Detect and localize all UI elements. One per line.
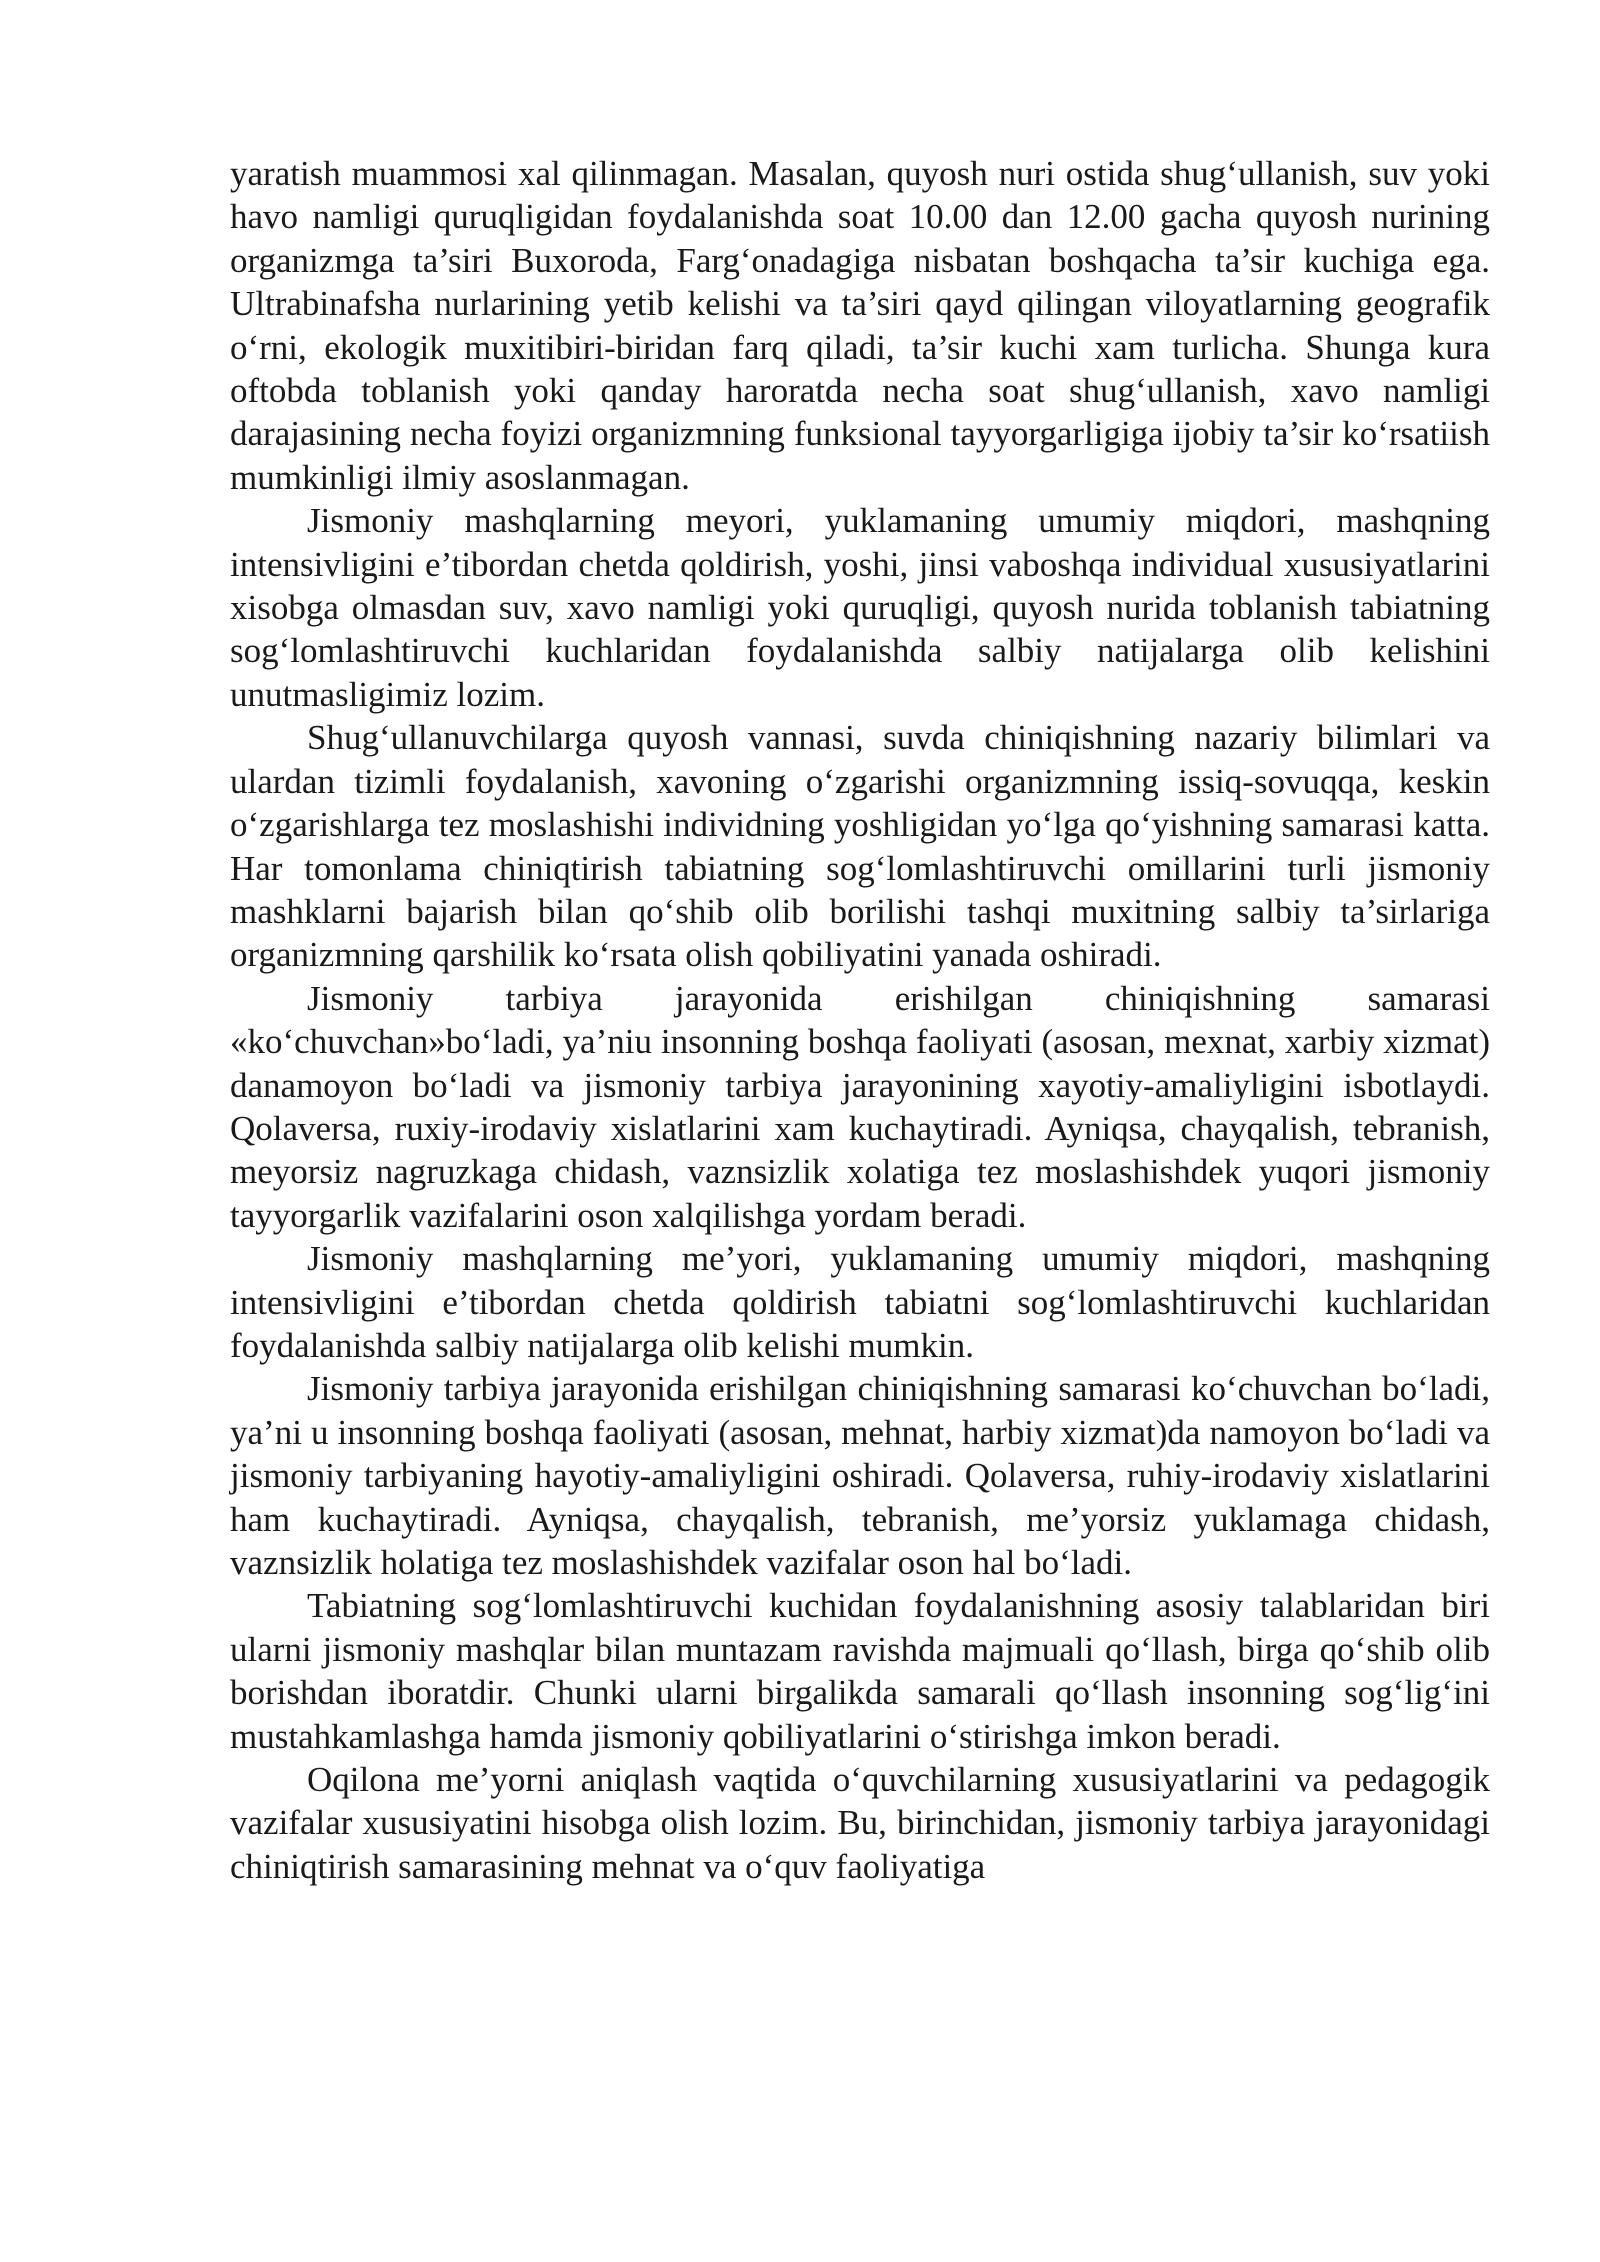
paragraph-1: yaratish muammosi xal qilinmagan. Masalan, quyosh nuri ostida shug‘ullanish, suv yoki havo namligi quruqligidan foydalanishda soat 10.00 dan 12.00 gacha quyosh nurining organizmga ta’siri Buxoroda, Farg‘onadagiga nisbatan boshqacha ta’sir kuchiga ega. Ultrabinafsha nurlarining yetib kelishi va ta’siri qayd qilingan viloyatlarning geografik o‘rni, ekologik muxitibiri-biridan farq qiladi, ta’sir kuchi xam turlicha. Shunga kura oftobda toblanish yoki qanday haroratda necha soat shug‘ullanish, xavo namligi darajasining necha foyizi organizmning funksional tayyorgarligiga ijobiy ta’sir ko‘rsatiish mumkinligi ilmiy asoslanmagan.	[230, 154, 1490, 497]
document-page	[230, 152, 1490, 1888]
paragraph-2: Jismoniy mashqlarning meyori, yuklamaning umumiy miqdori, mashqning intensivligini e’tibordan chetda qoldirish, yoshi, jinsi vaboshqa individual xususiyatlarini xisobga olmasdan suv, xavo namligi yoki quruqligi, quyosh nurida toblanish tabiatning sog‘lomlashtiruvchi kuchlaridan foydalanishda salbiy natijalarga olib kelishini unutmasligimiz lozim.	[230, 501, 1490, 714]
paragraph-4: Jismoniy tarbiya jarayonida erishilgan chiniqishning samarasi «ko‘chuvchan»bo‘ladi, ya’niu insonning boshqa faoliyati (asosan, mexnat, xarbiy xizmat) danamoyon bo‘ladi va jismoniy tarbiya jarayonining xayotiy-amaliyligini isbotlaydi. Qolaversa, ruxiy-irodaviy xislatlarini xam kuchaytiradi. Ayniqsa, chayqalish, tebranish, meyorsiz nagruzkaga chidash, vaznsizlik xolatiga tez moslashishdek yuqori jismoniy tayyorgarlik vazifalarini oson xalqilishga yordam beradi.	[230, 978, 1490, 1235]
paragraph-8: Oqilona me’yorni aniqlash vaqtida o‘quvchilarning xususiyatlarini va pedagogik vazifalar xususiyatini hisobga olish lozim. Bu, birinchidan, jismoniy tarbiya jarayonidagi chiniqtirish samarasining mehnat va o‘quv faoliyatiga	[230, 1760, 1490, 1886]
paragraph-7: Tabiatning sog‘lomlashtiruvchi kuchidan foydalanishning asosiy talablaridan biri ularni jismoniy mashqlar bilan muntazam ravishda majmuali qo‘llash, birga qo‘shib olib borishdan iboratdir. Chunki ularni birgalikda samarali qo‘llash insonning sog‘lig‘ini mustahkamlashga hamda jismoniy qobiliyatlarini o‘stirishga imkon beradi.	[230, 1586, 1490, 1756]
paragraph-5: Jismoniy mashqlarning me’yori, yuklamaning umumiy miqdori, mashqning intensivligini e’tibordan chetda qoldirish tabiatni sog‘lomlashtiruvchi kuchlaridan foydalanishda salbiy natijalarga olib kelishi mumkin.	[230, 1239, 1490, 1365]
paragraph-3: Shug‘ullanuvchilarga quyosh vannasi, suvda chiniqishning nazariy bilimlari va ulardan tizimli foydalanish, xavoning o‘zgarishi organizmning issiq-sovuqqa, keskin o‘zgarishlarga tez moslashishi individning yoshligidan yo‘lga qo‘yishning samarasi katta. Har tomonlama chiniqtirish tabiatning sog‘lomlashtiruvchi omillarini turli jismoniy mashklarni bajarish bilan qo‘shib olib borilishi tashqi muxitning salbiy ta’sirlariga organizmning qarshilik ko‘rsata olish qobiliyatini yanada oshiradi.	[230, 718, 1490, 975]
paragraph-6: Jismoniy tarbiya jarayonida erishilgan chiniqishning samarasi ko‘chuvchan bo‘ladi, ya’ni u insonning boshqa faoliyati (asosan, mehnat, harbiy xizmat)da namoyon bo‘ladi va jismoniy tarbiyaning hayotiy-amaliyligini oshiradi. Qolaversa, ruhiy-irodaviy xislatlarini ham kuchaytiradi. Ayniqsa, chayqalish, tebranish, me’yorsiz yuklamaga chidash, vaznsizlik holatiga tez moslashishdek vazifalar oson hal bo‘ladi.	[230, 1369, 1490, 1582]
